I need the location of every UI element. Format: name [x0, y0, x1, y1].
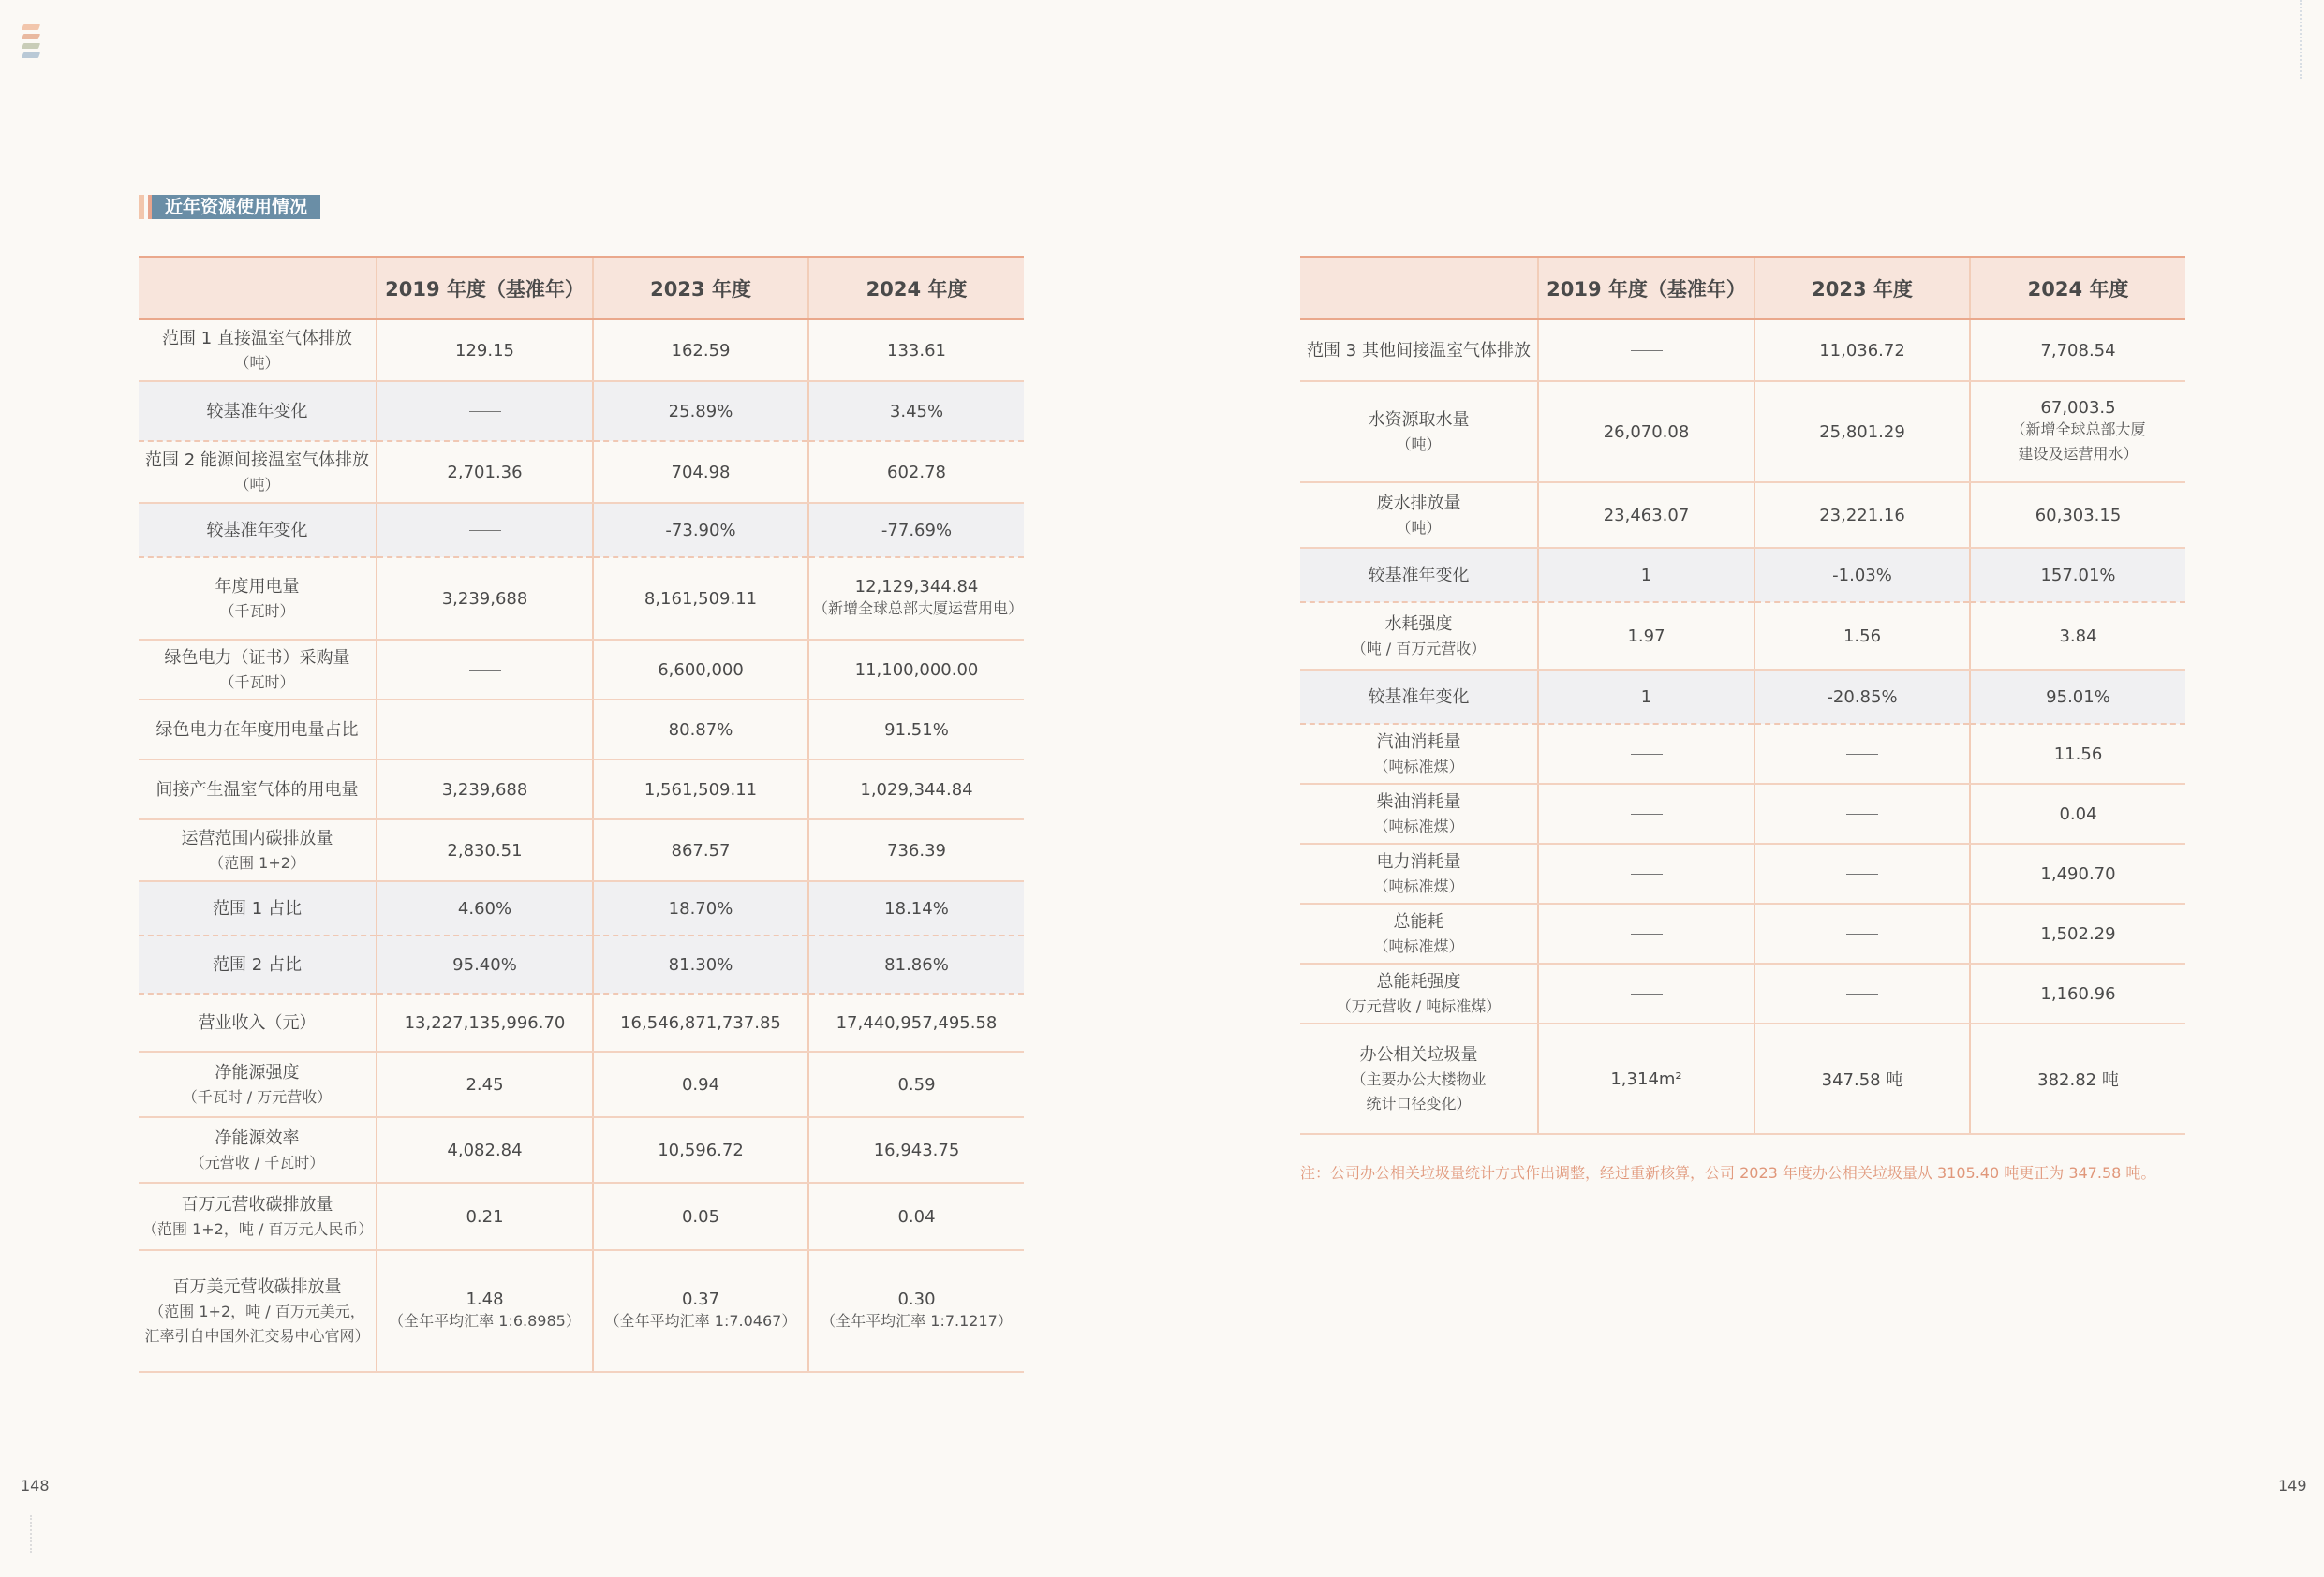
value: 1: [1640, 565, 1652, 585]
value: -77.69%: [881, 520, 953, 540]
value-cell: [1538, 548, 1754, 602]
corner-stripes-decoration: [22, 24, 41, 62]
row-label: 运营范围内碳排放量: [181, 828, 333, 848]
dash-placeholder: [1846, 874, 1878, 875]
table-row: [139, 881, 1024, 936]
value: 129.15: [455, 340, 514, 361]
value-cell: [593, 994, 808, 1052]
value-cell: [593, 936, 808, 994]
value: 162.59: [671, 340, 731, 361]
row-label-cell: [1300, 964, 1538, 1024]
value-note: （新增全球总部大厦运营用电）: [813, 598, 1024, 617]
value: 736.39: [887, 840, 946, 861]
value-cell: [377, 640, 593, 700]
value: 133.61: [887, 340, 946, 361]
table-row: [1300, 724, 2185, 784]
header-cell: 2019 年度（基准年）: [377, 258, 593, 320]
value-note: （全年平均汇率 1:6.8985）: [389, 1311, 581, 1330]
table-row: [139, 819, 1024, 881]
dash-placeholder: [469, 411, 501, 412]
table-row: [139, 994, 1024, 1052]
value-cell: [377, 1052, 593, 1117]
value-cell: [593, 1250, 808, 1372]
value-cell: [1538, 482, 1754, 548]
value-cell: [593, 557, 808, 640]
table-row: [1300, 904, 2185, 964]
value-cell: [377, 557, 593, 640]
row-unit: 统计口径变化）: [1366, 1094, 1472, 1113]
value: 1,561,509.11: [644, 779, 758, 800]
value: -20.85%: [1827, 686, 1898, 707]
row-unit: 汇率引自中国外汇交易中心官网）: [144, 1326, 370, 1345]
table-row: [139, 1183, 1024, 1250]
dash-placeholder: [1631, 874, 1663, 875]
dash-placeholder: [1631, 350, 1663, 351]
value: 4.60%: [457, 898, 512, 919]
row-label: 百万元营收碳排放量: [181, 1194, 333, 1215]
table-row: [1300, 844, 2185, 904]
resource-usage-table-left: [139, 256, 1024, 1373]
value: -1.03%: [1832, 565, 1892, 585]
value: 11.56: [2053, 744, 2103, 764]
row-label-cell: [1300, 670, 1538, 724]
table-header-row: [1300, 258, 2185, 320]
row-label-cell: [1300, 904, 1538, 964]
value-cell: [1538, 724, 1754, 784]
value: 95.40%: [452, 954, 517, 975]
value-cell: [808, 557, 1024, 640]
row-unit: （万元营收 / 吨标准煤）: [1336, 996, 1502, 1015]
row-label: 绿色电力（证书）采购量: [164, 647, 350, 668]
row-label-cell: [139, 936, 377, 994]
value-note: （全年平均汇率 1:7.1217）: [821, 1311, 1013, 1330]
value: 0.94: [681, 1074, 720, 1095]
row-label-cell: [139, 1052, 377, 1117]
value-cell: [808, 1250, 1024, 1372]
value: 0.30: [897, 1289, 936, 1309]
row-unit: （主要办公大楼物业: [1351, 1069, 1487, 1088]
dash-placeholder: [1846, 994, 1878, 995]
value-cell: [377, 1117, 593, 1183]
value: 12,129,344.84: [854, 576, 979, 597]
value: 81.86%: [884, 954, 949, 975]
table-row: [1300, 381, 2185, 482]
row-unit: （吨标准煤）: [1373, 757, 1464, 775]
value-cell: [1754, 784, 1970, 844]
value-cell: [593, 819, 808, 881]
row-unit: （范围 1+2）: [209, 853, 305, 872]
value-cell: [1970, 602, 2185, 670]
value-cell: [1754, 548, 1970, 602]
row-label: 电力消耗量: [1376, 851, 1461, 872]
page-number-left: 148: [21, 1477, 50, 1495]
value: 3.84: [2059, 626, 2097, 646]
row-label: 净能源强度: [215, 1062, 300, 1083]
value-cell: [1538, 602, 1754, 670]
row-label-cell: [1300, 844, 1538, 904]
value-cell: [1754, 482, 1970, 548]
value-cell: [377, 381, 593, 441]
table-row: [139, 759, 1024, 819]
value-cell: [1538, 964, 1754, 1024]
value-note: 建设及运营用水）: [2018, 444, 2139, 463]
row-label-cell: [1300, 319, 1538, 381]
value: 81.30%: [668, 954, 733, 975]
section-title-label: 近年资源使用情况: [152, 195, 320, 219]
value: 1,490.70: [2040, 863, 2116, 884]
table-row: [1300, 964, 2185, 1024]
value-cell: [1538, 904, 1754, 964]
value-cell: [593, 700, 808, 759]
page-number-right: 149: [2278, 1477, 2307, 1495]
value: 23,463.07: [1603, 505, 1690, 525]
row-label: 间接产生温室气体的用电量: [155, 779, 359, 800]
value-cell: [1538, 381, 1754, 482]
value: 0.04: [2059, 803, 2097, 824]
row-label-cell: [139, 759, 377, 819]
value-cell: [808, 381, 1024, 441]
table-row: [1300, 319, 2185, 381]
row-label-cell: [139, 441, 377, 503]
table-row: [1300, 482, 2185, 548]
value-cell: [1754, 724, 1970, 784]
value: 0.21: [466, 1206, 504, 1227]
row-label: 范围 3 其他间接温室气体排放: [1307, 340, 1531, 361]
value: 91.51%: [884, 719, 949, 740]
title-marker: [139, 195, 144, 219]
value-cell: [377, 319, 593, 381]
value: 3,239,688: [441, 779, 528, 800]
value: 0.37: [681, 1289, 720, 1309]
value-cell: [808, 759, 1024, 819]
value: 80.87%: [668, 719, 733, 740]
table-row: [139, 381, 1024, 441]
row-label: 范围 1 占比: [213, 898, 302, 919]
row-label-cell: [1300, 482, 1538, 548]
value-cell: [377, 759, 593, 819]
value: 7,708.54: [2040, 340, 2116, 361]
value: 11,100,000.00: [854, 659, 979, 680]
value: 1: [1640, 686, 1652, 707]
value-cell: [808, 441, 1024, 503]
value: 4,082.84: [447, 1140, 523, 1160]
dash-placeholder: [1631, 994, 1663, 995]
row-label-cell: [1300, 602, 1538, 670]
row-unit: （千瓦时）: [219, 672, 295, 691]
row-label: 范围 2 能源间接温室气体排放: [145, 450, 369, 470]
row-unit: （范围 1+2，吨 / 百万元美元，: [149, 1302, 365, 1320]
row-label-cell: [139, 819, 377, 881]
value-cell: [593, 1183, 808, 1250]
value-cell: [593, 319, 808, 381]
value-cell: [1970, 548, 2185, 602]
header-cell: 2024 年度: [1970, 258, 2185, 320]
value-cell: [1754, 670, 1970, 724]
row-label-cell: [139, 503, 377, 557]
row-label-cell: [1300, 784, 1538, 844]
value: 13,227,135,996.70: [404, 1012, 566, 1033]
dash-placeholder: [1846, 814, 1878, 815]
value: 382.82 吨: [2037, 1070, 2119, 1090]
row-label-cell: [1300, 1024, 1538, 1134]
row-unit: （千瓦时 / 万元营收）: [182, 1087, 333, 1106]
value-cell: [808, 819, 1024, 881]
value-cell: [808, 319, 1024, 381]
value: 26,070.08: [1603, 421, 1690, 442]
value: 17,440,957,495.58: [836, 1012, 998, 1033]
dash-placeholder: [1846, 754, 1878, 755]
value: 25.89%: [668, 401, 733, 421]
value-cell: [1754, 319, 1970, 381]
row-unit: （吨 / 百万元营收）: [1351, 639, 1487, 657]
row-label: 百万美元营收碳排放量: [172, 1276, 342, 1297]
row-label-cell: [139, 700, 377, 759]
value: 0.59: [897, 1074, 936, 1095]
value-cell: [1538, 1024, 1754, 1134]
row-label: 较基准年变化: [1368, 565, 1470, 585]
value-cell: [1970, 964, 2185, 1024]
value: -73.90%: [665, 520, 736, 540]
value-cell: [1754, 904, 1970, 964]
value: 8,161,509.11: [644, 588, 758, 609]
row-label: 废水排放量: [1376, 493, 1461, 513]
row-label: 总能耗: [1393, 911, 1444, 932]
dash-placeholder: [469, 670, 501, 671]
table-footnote: 注：公司办公相关垃圾量统计方式作出调整，经过重新核算，公司 2023 年度办公相关垃圾量从 3105.40 吨更正为 347.58 吨。: [1300, 1164, 2156, 1182]
value: 2,830.51: [447, 840, 523, 861]
value-cell: [1970, 724, 2185, 784]
value: 2,701.36: [447, 462, 523, 482]
header-cell: 2023 年度: [593, 258, 808, 320]
table-row: [139, 319, 1024, 381]
value-note: （全年平均汇率 1:7.0467）: [604, 1311, 797, 1330]
value-cell: [1970, 784, 2185, 844]
value-cell: [1754, 844, 1970, 904]
value: 25,801.29: [1819, 421, 1905, 442]
value: 3.45%: [889, 401, 944, 421]
row-label-cell: [139, 640, 377, 700]
value: 347.58 吨: [1821, 1070, 1903, 1090]
value: 1,160.96: [2040, 983, 2116, 1004]
right-edge-decoration: [2300, 0, 2307, 79]
row-label: 较基准年变化: [206, 401, 308, 421]
bottom-left-decoration: [30, 1515, 37, 1553]
value-cell: [377, 1250, 593, 1372]
row-label-cell: [139, 994, 377, 1052]
value-cell: [808, 1117, 1024, 1183]
value: 0.04: [897, 1206, 936, 1227]
row-label-cell: [139, 1250, 377, 1372]
value-note: （新增全球总部大厦: [2010, 420, 2146, 438]
row-label: 绿色电力在年度用电量占比: [155, 719, 359, 740]
row-label: 范围 1 直接温室气体排放: [162, 328, 352, 348]
row-unit: （吨）: [234, 475, 280, 494]
row-label: 较基准年变化: [1368, 686, 1470, 707]
value-cell: [593, 503, 808, 557]
row-label-cell: [139, 1117, 377, 1183]
header-cell: 2023 年度: [1754, 258, 1970, 320]
value: 2.45: [466, 1074, 504, 1095]
row-label-cell: [139, 1183, 377, 1250]
row-label: 范围 2 占比: [213, 954, 302, 975]
value-cell: [593, 1117, 808, 1183]
value-cell: [808, 1183, 1024, 1250]
row-unit: （吨）: [234, 353, 280, 372]
row-unit: （吨）: [1396, 435, 1442, 453]
value: 60,303.15: [2035, 505, 2122, 525]
value: 10,596.72: [658, 1140, 744, 1160]
value: 6,600,000: [658, 659, 744, 680]
dash-placeholder: [1846, 934, 1878, 935]
row-label-cell: [139, 881, 377, 936]
value-cell: [593, 881, 808, 936]
value-cell: [1754, 381, 1970, 482]
table-row: [1300, 602, 2185, 670]
value-cell: [593, 759, 808, 819]
value: 18.14%: [884, 898, 949, 919]
dash-placeholder: [469, 530, 501, 531]
row-label: 较基准年变化: [206, 520, 308, 540]
row-label-cell: [1300, 381, 1538, 482]
row-unit: （吨标准煤）: [1373, 817, 1464, 835]
dash-placeholder: [1631, 754, 1663, 755]
value: 67,003.5: [2040, 397, 2116, 418]
table-row: [139, 700, 1024, 759]
table-row: [139, 1052, 1024, 1117]
row-label-cell: [139, 381, 377, 441]
value-cell: [1754, 602, 1970, 670]
value-cell: [808, 1052, 1024, 1117]
value-cell: [377, 441, 593, 503]
value-cell: [1538, 670, 1754, 724]
value-cell: [1970, 844, 2185, 904]
row-unit: （吨标准煤）: [1373, 936, 1464, 955]
value: 1,502.29: [2040, 923, 2116, 944]
table-row: [139, 441, 1024, 503]
dash-placeholder: [1631, 934, 1663, 935]
value: 0.05: [681, 1206, 720, 1227]
row-label-cell: [139, 319, 377, 381]
value: 1.56: [1843, 626, 1882, 646]
value-cell: [1754, 964, 1970, 1024]
row-label: 办公相关垃圾量: [1359, 1044, 1478, 1065]
row-label: 净能源效率: [215, 1127, 300, 1148]
value: 18.70%: [668, 898, 733, 919]
row-unit: （吨）: [1396, 518, 1442, 537]
resource-usage-table-right: [1300, 256, 2185, 1135]
value-cell: [1538, 784, 1754, 844]
table-row: [139, 1117, 1024, 1183]
dash-placeholder: [1631, 814, 1663, 815]
value-cell: [1538, 319, 1754, 381]
row-unit: （元营收 / 千瓦时）: [189, 1153, 325, 1172]
value-cell: [808, 700, 1024, 759]
row-label: 水耗强度: [1384, 613, 1453, 634]
row-label: 年度用电量: [215, 576, 300, 597]
value-cell: [1970, 904, 2185, 964]
row-label-cell: [139, 557, 377, 640]
value: 704.98: [671, 462, 731, 482]
section-title: [139, 194, 320, 220]
value-cell: [808, 994, 1024, 1052]
value-cell: [377, 700, 593, 759]
value: 16,546,871,737.85: [620, 1012, 781, 1033]
row-label-cell: [1300, 548, 1538, 602]
table-header-row: [139, 258, 1024, 320]
table-row: [139, 557, 1024, 640]
value-cell: [808, 503, 1024, 557]
value-cell: [808, 640, 1024, 700]
table-row: [139, 640, 1024, 700]
table-row: [139, 503, 1024, 557]
value: 1,029,344.84: [860, 779, 973, 800]
row-label: 营业收入（元）: [198, 1012, 317, 1033]
value: 3,239,688: [441, 588, 528, 609]
table-row: [1300, 784, 2185, 844]
value-cell: [1970, 670, 2185, 724]
row-label: 柴油消耗量: [1376, 791, 1461, 812]
value: 867.57: [671, 840, 731, 861]
value: 23,221.16: [1819, 505, 1905, 525]
header-cell: 2019 年度（基准年）: [1538, 258, 1754, 320]
value-cell: [1970, 482, 2185, 548]
value-cell: [808, 881, 1024, 936]
value: 11,036.72: [1819, 340, 1905, 361]
header-cell: [139, 258, 377, 320]
value: 602.78: [887, 462, 946, 482]
row-unit: （范围 1+2，吨 / 百万元人民币）: [142, 1219, 374, 1238]
table-row: [1300, 548, 2185, 602]
value: 1.97: [1627, 626, 1665, 646]
value-cell: [1970, 319, 2185, 381]
table-row: [1300, 1024, 2185, 1134]
value-cell: [593, 381, 808, 441]
header-cell: [1300, 258, 1538, 320]
row-unit: （吨标准煤）: [1373, 877, 1464, 895]
row-label: 汽油消耗量: [1376, 731, 1461, 752]
value: 95.01%: [2046, 686, 2110, 707]
value: 1,314m²: [1610, 1069, 1682, 1089]
value-cell: [593, 441, 808, 503]
value-cell: [377, 1183, 593, 1250]
row-label-cell: [1300, 724, 1538, 784]
value-cell: [1970, 381, 2185, 482]
value-cell: [593, 640, 808, 700]
value-cell: [1754, 1024, 1970, 1134]
value-cell: [377, 936, 593, 994]
value-cell: [1538, 844, 1754, 904]
value: 16,943.75: [873, 1140, 960, 1160]
value-cell: [377, 819, 593, 881]
table-row: [1300, 670, 2185, 724]
value: 1.48: [466, 1289, 504, 1309]
row-label: 水资源取水量: [1368, 409, 1470, 430]
value-cell: [377, 503, 593, 557]
value: 157.01%: [2040, 565, 2116, 585]
value-cell: [593, 1052, 808, 1117]
value-cell: [377, 994, 593, 1052]
row-label: 总能耗强度: [1376, 971, 1461, 992]
table-row: [139, 1250, 1024, 1372]
value-cell: [1970, 1024, 2185, 1134]
row-unit: （千瓦时）: [219, 601, 295, 620]
header-cell: 2024 年度: [808, 258, 1024, 320]
table-row: [139, 936, 1024, 994]
value-cell: [808, 936, 1024, 994]
value-cell: [377, 881, 593, 936]
